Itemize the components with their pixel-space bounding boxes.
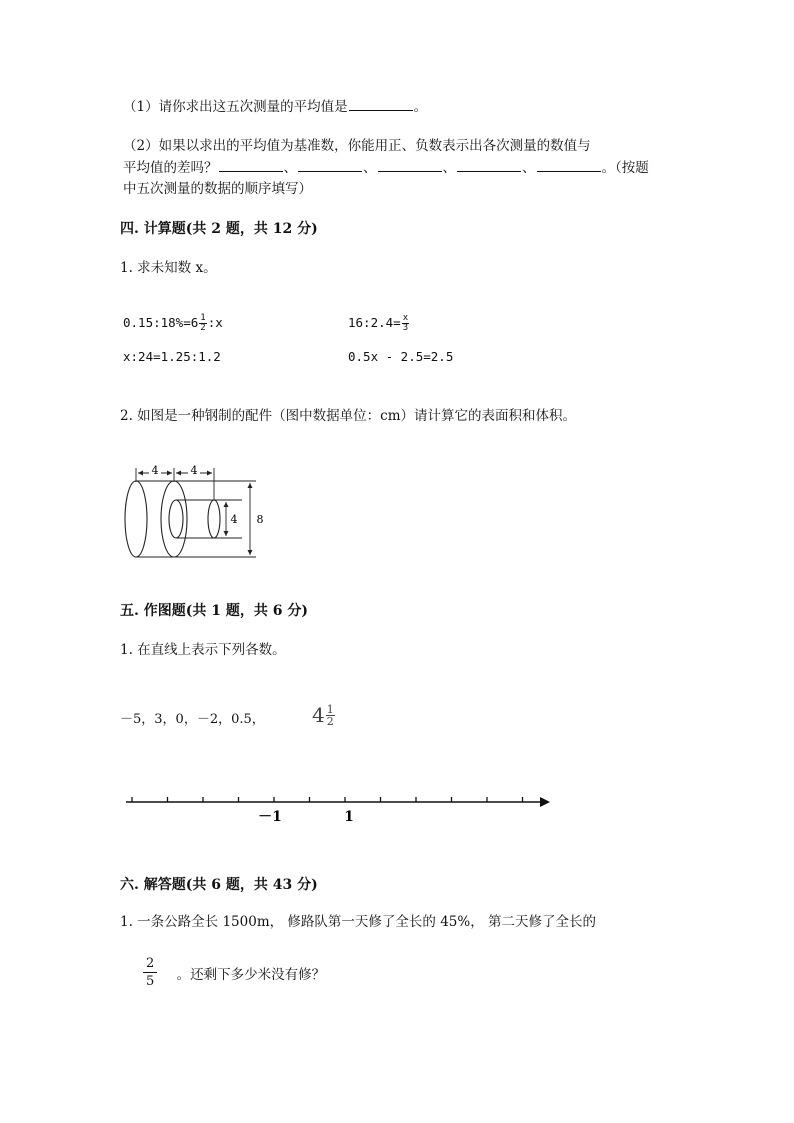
answer-blank-diff-2[interactable] [298,157,362,172]
fraction-numerator: 1 [200,313,206,323]
dimension-label-inner-height: 4 [230,513,238,526]
fraction-numerator: 2 [143,957,157,973]
q-avg-part1-text: （1）请你求出这五次测量的平均值是 [123,99,348,115]
arrow-head [248,483,253,488]
equation-b-left: 16:2.4= [348,315,401,330]
q1-fraction [143,957,157,988]
q-avg-part2-line1 [123,135,591,157]
equation-a-right: :x [207,315,223,330]
arrow-head [207,471,212,476]
equation-b-fraction [402,314,409,333]
separator: 、 [283,160,297,176]
section-4-q1-title: 1. 求未知数 x。 [120,260,217,276]
equation-a-left: 0.15:18%=6 [123,315,199,330]
answer-blank-diff-5[interactable] [537,157,601,172]
hole [169,500,183,538]
inner-cylinder-end-face [208,500,220,538]
fraction-denominator: 2 [200,323,206,333]
q-avg-part2-line2 [123,157,649,179]
q-avg-part2-note-end: 中五次测量的数据的顺序填写） [123,181,312,197]
axis-label-one: 1 [344,809,354,825]
answer-blank-average[interactable] [349,96,413,111]
equation-d: 0.5x - 2.5=2.5 [348,349,454,364]
fraction-denominator: 3 [402,323,409,333]
q-avg-part1-end: 。 [413,99,428,115]
arrow-head [224,531,229,536]
fraction-numerator: 1 [326,702,334,716]
equation-b [348,314,410,333]
dimension-label-top-left: 4 [151,464,159,477]
numbers-to-plot [120,708,265,727]
arrow-head [224,502,229,507]
q-avg-part2-line3 [123,178,312,200]
q-avg-part2-question: 平均值的差吗？ [123,160,218,176]
separator: 、 [522,160,536,176]
fraction-denominator: 5 [146,974,155,989]
separator: 、 [363,160,377,176]
equation-c: x:24=1.25:1.2 [123,349,221,364]
arrow-head [248,550,253,555]
number-line[interactable] [120,788,560,828]
arrow-head [167,471,172,476]
outer-cylinder-back-face [125,481,147,557]
answer-blank-diff-1[interactable] [219,157,283,172]
section-6-q1-line1: 1. 一条公路全长 1500m， 修路队第一天修了全长的 45%， 第二天修了全长的 [120,914,596,930]
dimension-label-outer-height: 8 [256,513,264,526]
fraction-numerator: x [402,313,409,323]
separator: 、 [442,160,456,176]
section-5-q1-title: 1. 在直线上表示下列各数。 [120,642,286,658]
q-avg-part2-text: （2）如果以求出的平均值为基准数，你能用正、负数表示出各次测量的数值与 [123,138,591,154]
steel-part-figure [118,458,278,568]
section-5-heading: 五. 作图题(共 1 题，共 6 分) [120,603,308,619]
fraction-denominator: 2 [326,714,334,728]
mixed-number [312,703,336,727]
dimension-label-top-right: 4 [190,464,198,477]
q-avg-part1 [123,96,427,118]
equation-a-fraction [199,314,206,333]
section-6-heading: 六. 解答题(共 6 题，共 43 分) [120,877,318,893]
q-avg-part2-note: 。（按题 [601,160,649,176]
section-4-heading: 四. 计算题(共 2 题，共 12 分) [120,221,318,237]
numbers-list: －5，3，0，－2，0.5， [120,712,265,727]
mixed-number-whole: 4 [312,703,325,727]
answer-blank-diff-3[interactable] [378,157,442,172]
number-line-arrow [540,797,550,807]
arrow-head [176,471,181,476]
arrow-head [138,471,143,476]
equation-a [123,314,223,333]
axis-label-neg-one: －1 [258,809,282,825]
section-6-q1-line2 [142,957,325,988]
q1-question: 。还剩下多少米没有修？ [176,966,326,983]
section-4-q2-title: 2. 如图是一种钢制的配件（图中数据单位：cm）请计算它的表面积和体积。 [120,408,577,424]
answer-blank-diff-4[interactable] [457,157,521,172]
mixed-number-fraction [326,704,335,727]
